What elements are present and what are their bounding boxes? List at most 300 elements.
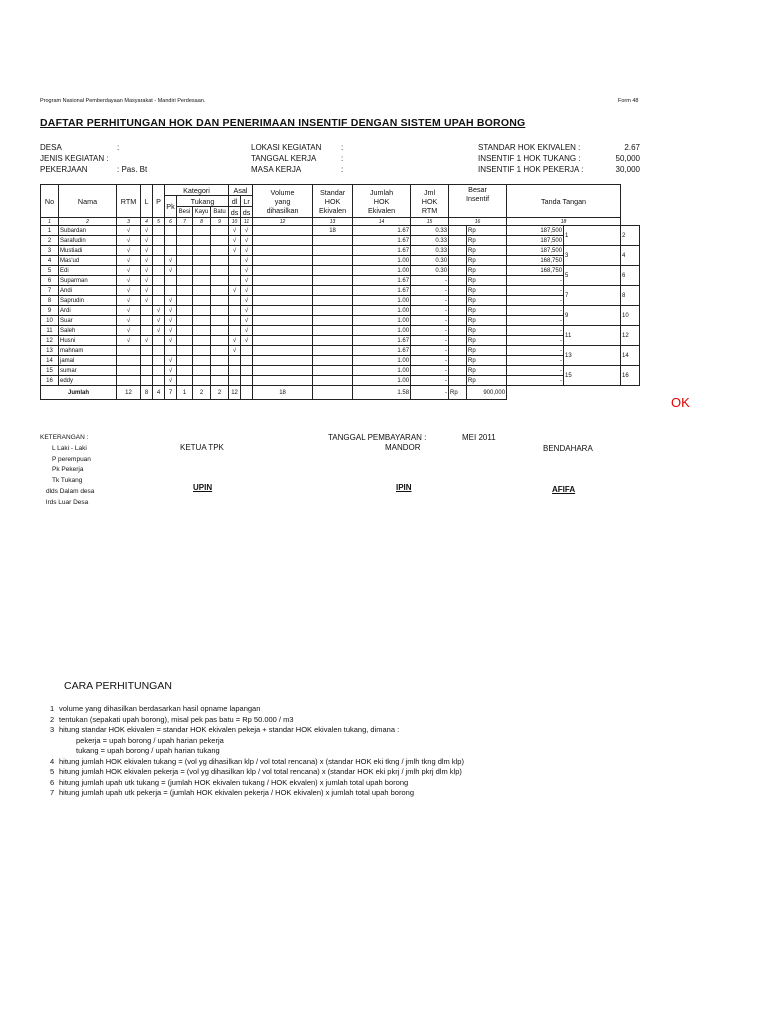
step-text: hitung jumlah upah utk tukang = (jumlah HOK ekivalen tukang / HOK ekvalen) x jumlah total upah borong <box>59 777 409 787</box>
check-cell <box>211 316 229 326</box>
signature-cell: 6 <box>621 266 640 286</box>
check-cell <box>211 296 229 306</box>
tanggal-pembayaran-label: TANGGAL PEMBAYARAN : <box>328 433 427 442</box>
row-volume <box>313 306 353 316</box>
table-row <box>41 336 640 346</box>
row-insentif: 187,500 <box>507 246 564 256</box>
check-cell: √ <box>229 246 241 256</box>
check-cell <box>211 376 229 386</box>
row-insentif: - <box>507 376 564 386</box>
row-standar: 1.67 <box>353 276 411 286</box>
row-volume <box>313 366 353 376</box>
row-rp: Rp <box>467 296 507 306</box>
check-cell: √ <box>165 376 177 386</box>
row-nama: jamal <box>59 356 117 366</box>
check-cell: √ <box>165 266 177 276</box>
cara-step <box>50 746 464 757</box>
check-cell: √ <box>141 266 153 276</box>
table-row <box>41 356 640 366</box>
th-tanda-tangan: Tanda Tangan <box>507 185 621 218</box>
row-insentif: 187,500 <box>507 236 564 246</box>
standar-hok-label: STANDAR HOK EKIVALEN : <box>478 143 581 152</box>
total-cell: 8 <box>141 386 153 400</box>
check-cell <box>211 326 229 336</box>
row-jml-rtm <box>449 316 467 326</box>
table-row <box>41 256 640 266</box>
masa-kerja-label: MASA KERJA <box>251 165 302 174</box>
check-cell <box>177 356 193 366</box>
table-row <box>41 306 640 316</box>
row-insentif: - <box>507 346 564 356</box>
check-cell <box>253 376 313 386</box>
check-cell <box>229 306 241 316</box>
check-cell <box>253 346 313 356</box>
row-nama: Suar <box>59 316 117 326</box>
table-row <box>41 326 640 336</box>
pekerjaan-value: : Pas. Bt <box>117 165 148 174</box>
row-jumlah-hok: 0.33 <box>411 236 449 246</box>
cara-step <box>50 767 464 778</box>
step-text: hitung jumlah upah utk pekerja = (jumlah HOK ekivalen pekerja / HOK ekivalen) x jumlah total upah borong <box>59 788 414 797</box>
step-text: tukang = upah borong / upah harian tukang <box>76 746 220 755</box>
check-cell <box>141 326 153 336</box>
signature-cell: 2 <box>621 226 640 246</box>
row-insentif: - <box>507 366 564 376</box>
check-cell: √ <box>241 266 253 276</box>
row-nama: Mustiadi <box>59 246 117 256</box>
row-jml-rtm <box>449 356 467 366</box>
check-cell <box>177 246 193 256</box>
step-text: hitung jumlah HOK ekivalen pekerja = (vol yg dihasilkan klp / vol total rencana) x (standar HOK eki pkrj / jmlh pkrj dlm klp) <box>59 767 462 776</box>
row-jumlah-hok: - <box>411 366 449 376</box>
check-cell <box>211 346 229 356</box>
th-asal: Asal <box>229 185 253 196</box>
check-cell <box>141 356 153 366</box>
table-row <box>41 276 640 286</box>
th-tukang: Tukang <box>177 196 229 207</box>
check-cell <box>241 366 253 376</box>
row-no: 8 <box>41 296 59 306</box>
th-jumlah-hok: Jumlah HOK Ekivalen <box>353 185 411 218</box>
check-cell: √ <box>141 336 153 346</box>
row-standar: 1.00 <box>353 266 411 276</box>
total-cell: 12 <box>117 386 141 400</box>
th-dl: dl <box>229 196 241 207</box>
ok-mark: OK <box>671 395 690 410</box>
check-cell <box>153 236 165 246</box>
row-insentif: 187,500 <box>507 226 564 236</box>
total-cell: Jumlah <box>41 386 117 400</box>
check-cell: √ <box>241 226 253 236</box>
check-cell: √ <box>241 296 253 306</box>
row-rp: Rp <box>467 276 507 286</box>
total-cell <box>313 386 353 400</box>
check-cell <box>241 376 253 386</box>
row-insentif: - <box>507 296 564 306</box>
row-nama: sumar <box>59 366 117 376</box>
check-cell <box>229 266 241 276</box>
row-jml-rtm <box>449 276 467 286</box>
index-cell: 1 <box>41 218 59 226</box>
check-cell <box>153 256 165 266</box>
total-cell: Rp <box>449 386 467 400</box>
keterangan-item: lrds Luar Desa <box>46 498 89 506</box>
check-cell <box>211 276 229 286</box>
check-cell: √ <box>165 366 177 376</box>
row-standar: 1.67 <box>353 286 411 296</box>
index-cell: 6 <box>165 218 177 226</box>
check-cell: √ <box>117 266 141 276</box>
row-no: 11 <box>41 326 59 336</box>
index-cell: 16 <box>449 218 507 226</box>
check-cell <box>165 226 177 236</box>
step-text: hitung jumlah HOK ekivalen tukang = (vol yg dihasilkan klp / vol total rencana) x (standar HOK eki tkng / jmlh tkng dlm klp) <box>59 756 464 766</box>
ketua-tpk-label: KETUA TPK <box>180 443 224 452</box>
th-batu: Batu <box>211 207 229 218</box>
check-cell <box>117 346 141 356</box>
check-cell <box>253 276 313 286</box>
cara-step <box>50 725 464 736</box>
check-cell <box>177 316 193 326</box>
index-cell: 3 <box>117 218 141 226</box>
check-cell <box>193 296 211 306</box>
row-rp: Rp <box>467 266 507 276</box>
check-cell <box>165 276 177 286</box>
th-jml-rtm: Jml HOK RTM <box>411 185 449 218</box>
check-cell: √ <box>141 286 153 296</box>
row-jumlah-hok: 0.33 <box>411 226 449 236</box>
check-cell: √ <box>229 236 241 246</box>
row-nama: eddy <box>59 376 117 386</box>
row-standar: 1.00 <box>353 376 411 386</box>
row-rp: Rp <box>467 236 507 246</box>
row-nama: Subardan <box>59 226 117 236</box>
check-cell: √ <box>229 226 241 236</box>
row-rp: Rp <box>467 286 507 296</box>
check-cell <box>141 346 153 356</box>
check-cell <box>153 296 165 306</box>
check-cell <box>177 326 193 336</box>
check-cell <box>165 236 177 246</box>
check-cell <box>165 246 177 256</box>
th-standar: Standar HOK Ekivalen <box>313 185 353 218</box>
row-jml-rtm <box>449 306 467 316</box>
row-nama: Saleh <box>59 326 117 336</box>
check-cell <box>229 356 241 366</box>
index-cell: 18 <box>507 218 621 226</box>
row-no: 16 <box>41 376 59 386</box>
check-cell <box>177 296 193 306</box>
keterangan-title: KETERANGAN : <box>40 434 89 441</box>
row-volume <box>313 296 353 306</box>
row-insentif: 168,750 <box>507 266 564 276</box>
total-cell: 12 <box>229 386 241 400</box>
total-row <box>41 386 640 400</box>
step-text: pekerja = upah borong / upah harian pekerja <box>76 735 224 745</box>
index-row <box>41 218 640 226</box>
insentif-tukang-label: INSENTIF 1 HOK TUKANG : <box>478 154 581 163</box>
row-jml-rtm <box>449 226 467 236</box>
row-nama: Edi <box>59 266 117 276</box>
signature-cell: 11 <box>564 326 621 346</box>
check-cell <box>153 346 165 356</box>
row-rp: Rp <box>467 326 507 336</box>
index-cell: 2 <box>59 218 117 226</box>
check-cell <box>153 376 165 386</box>
check-cell: √ <box>141 236 153 246</box>
total-cell: 1.58 <box>353 386 411 400</box>
step-number: 2 <box>50 714 55 724</box>
row-no: 15 <box>41 366 59 376</box>
check-cell: √ <box>241 326 253 336</box>
check-cell <box>253 316 313 326</box>
th-volume: Volume yang dihasilkan <box>253 185 313 218</box>
check-cell <box>211 256 229 266</box>
row-volume <box>313 336 353 346</box>
row-no: 9 <box>41 306 59 316</box>
check-cell: √ <box>117 316 141 326</box>
row-nama: Sarafudin <box>59 236 117 246</box>
row-jumlah-hok: - <box>411 296 449 306</box>
signature-cell: 9 <box>564 306 621 326</box>
check-cell <box>211 226 229 236</box>
step-text: volume yang dihasilkan berdasarkan hasil opname lapangan <box>59 704 261 713</box>
step-number: 3 <box>50 725 55 734</box>
check-cell <box>177 336 193 346</box>
row-no: 3 <box>41 246 59 256</box>
row-rp: Rp <box>467 246 507 256</box>
row-insentif: - <box>507 356 564 366</box>
index-cell: 9 <box>211 218 229 226</box>
check-cell <box>193 326 211 336</box>
check-cell <box>193 336 211 346</box>
th-lr: Lr <box>241 196 253 207</box>
table-row <box>41 226 640 236</box>
check-cell <box>193 276 211 286</box>
check-cell <box>211 236 229 246</box>
total-cell: 7 <box>165 386 177 400</box>
check-cell <box>253 336 313 346</box>
check-cell <box>253 236 313 246</box>
index-cell: 11 <box>241 218 253 226</box>
check-cell: √ <box>165 306 177 316</box>
row-volume <box>313 266 353 276</box>
check-cell <box>153 356 165 366</box>
signature-cell: 8 <box>621 286 640 306</box>
check-cell <box>177 236 193 246</box>
check-cell: √ <box>117 306 141 316</box>
row-volume <box>313 256 353 266</box>
check-cell: √ <box>141 256 153 266</box>
check-cell <box>177 376 193 386</box>
check-cell <box>229 376 241 386</box>
check-cell <box>193 316 211 326</box>
row-volume: 18 <box>313 226 353 236</box>
check-cell <box>253 306 313 316</box>
check-cell: √ <box>153 316 165 326</box>
check-cell <box>193 346 211 356</box>
row-jml-rtm <box>449 246 467 256</box>
check-cell <box>177 366 193 376</box>
signature-cell: 13 <box>564 346 621 366</box>
total-cell: 18 <box>253 386 313 400</box>
check-cell <box>177 276 193 286</box>
check-cell: √ <box>241 276 253 286</box>
check-cell <box>153 226 165 236</box>
check-cell <box>153 246 165 256</box>
row-nama: Saprudin <box>59 296 117 306</box>
standar-hok-value: 2.67 <box>624 143 640 152</box>
check-cell <box>153 266 165 276</box>
row-jumlah-hok: - <box>411 276 449 286</box>
row-standar: 1.67 <box>353 346 411 356</box>
row-jml-rtm <box>449 326 467 336</box>
row-volume <box>313 286 353 296</box>
check-cell <box>211 366 229 376</box>
total-cell: 2 <box>193 386 211 400</box>
row-standar: 1.00 <box>353 326 411 336</box>
total-cell: - <box>411 386 449 400</box>
check-cell <box>193 236 211 246</box>
row-no: 13 <box>41 346 59 356</box>
bendahara-name: AFIFA <box>552 485 576 494</box>
signature-cell: 10 <box>621 306 640 326</box>
row-insentif: - <box>507 306 564 316</box>
check-cell: √ <box>165 296 177 306</box>
index-cell: 14 <box>353 218 411 226</box>
check-cell: √ <box>153 326 165 336</box>
check-cell <box>177 346 193 356</box>
check-cell <box>153 336 165 346</box>
cara-step <box>50 778 464 789</box>
row-jumlah-hok: 0.33 <box>411 246 449 256</box>
hok-table <box>40 184 640 400</box>
row-insentif: - <box>507 336 564 346</box>
insentif-pekerja-value: 30,000 <box>615 165 640 174</box>
page-title: DAFTAR PERHITUNGAN HOK DAN PENERIMAAN INSENTIF DENGAN SISTEM UPAH BORONG <box>40 117 526 129</box>
row-nama: Husni <box>59 336 117 346</box>
check-cell <box>193 246 211 256</box>
check-cell <box>211 246 229 256</box>
signature-cell: 4 <box>621 246 640 266</box>
check-cell <box>193 226 211 236</box>
check-cell: √ <box>241 286 253 296</box>
check-cell <box>141 376 153 386</box>
row-standar: 1.67 <box>353 226 411 236</box>
row-nama: Suparman <box>59 276 117 286</box>
insentif-pekerja-label: INSENTIF 1 HOK PEKERJA : <box>478 165 584 174</box>
check-cell: √ <box>117 226 141 236</box>
index-cell: 5 <box>153 218 165 226</box>
row-volume <box>313 236 353 246</box>
check-cell: √ <box>241 256 253 266</box>
check-cell <box>193 356 211 366</box>
check-cell <box>229 366 241 376</box>
row-no: 1 <box>41 226 59 236</box>
pekerjaan-label: PEKERJAAN <box>40 165 88 174</box>
check-cell <box>253 246 313 256</box>
desa-value: : <box>117 143 120 152</box>
th-p: P <box>153 185 165 218</box>
th-besar-insentif: Besar Insentif <box>449 185 507 218</box>
row-volume <box>313 276 353 286</box>
row-jml-rtm <box>449 366 467 376</box>
row-rp: Rp <box>467 316 507 326</box>
row-standar: 1.00 <box>353 256 411 266</box>
cara-title: CARA PERHITUNGAN <box>64 680 172 692</box>
check-cell: √ <box>165 336 177 346</box>
row-jumlah-hok: - <box>411 336 449 346</box>
check-cell <box>229 256 241 266</box>
check-cell: √ <box>117 246 141 256</box>
check-cell <box>153 276 165 286</box>
row-standar: 1.00 <box>353 356 411 366</box>
row-standar: 1.00 <box>353 316 411 326</box>
row-volume <box>313 326 353 336</box>
row-rp: Rp <box>467 356 507 366</box>
row-jml-rtm <box>449 336 467 346</box>
signature-cell: 14 <box>621 346 640 366</box>
step-number: 1 <box>50 704 55 713</box>
form-number: Form 48 <box>618 98 639 104</box>
row-no: 10 <box>41 316 59 326</box>
bendahara-label: BENDAHARA <box>543 444 593 453</box>
row-volume <box>313 356 353 366</box>
check-cell: √ <box>141 246 153 256</box>
index-cell: 13 <box>313 218 353 226</box>
check-cell <box>165 346 177 356</box>
total-cell: 4 <box>153 386 165 400</box>
th-rtm: RTM <box>117 185 141 218</box>
mandor-label: MANDOR <box>385 443 421 452</box>
table-row <box>41 366 640 376</box>
step-number: 6 <box>50 777 55 787</box>
check-cell: √ <box>141 226 153 236</box>
ketua-name: UPIN <box>193 483 213 492</box>
row-rp: Rp <box>467 346 507 356</box>
row-insentif: - <box>507 286 564 296</box>
check-cell <box>165 286 177 296</box>
check-cell: √ <box>117 326 141 336</box>
check-cell <box>193 366 211 376</box>
row-no: 4 <box>41 256 59 266</box>
row-jumlah-hok: - <box>411 286 449 296</box>
check-cell <box>211 356 229 366</box>
masa-kerja-value: : <box>341 165 344 174</box>
row-standar: 1.67 <box>353 336 411 346</box>
row-jml-rtm <box>449 376 467 386</box>
check-cell <box>253 256 313 266</box>
check-cell <box>153 366 165 376</box>
signature-cell: 1 <box>564 226 621 246</box>
check-cell: √ <box>241 336 253 346</box>
cara-step <box>50 715 464 726</box>
row-insentif: - <box>507 276 564 286</box>
check-cell: √ <box>141 276 153 286</box>
signature-cell: 12 <box>621 326 640 346</box>
check-cell: √ <box>241 236 253 246</box>
check-cell <box>229 326 241 336</box>
table-row <box>41 346 640 356</box>
check-cell <box>229 316 241 326</box>
row-standar: 1.00 <box>353 366 411 376</box>
step-text: hitung standar HOK ekivalen = standar HOK ekivalen pekeja + standar HOK ekivalen tukang, dimana : <box>59 725 400 734</box>
keterangan-item: L Laki - Laki <box>52 445 87 452</box>
check-cell <box>211 336 229 346</box>
check-cell <box>253 226 313 236</box>
check-cell <box>253 266 313 276</box>
row-rp: Rp <box>467 256 507 266</box>
